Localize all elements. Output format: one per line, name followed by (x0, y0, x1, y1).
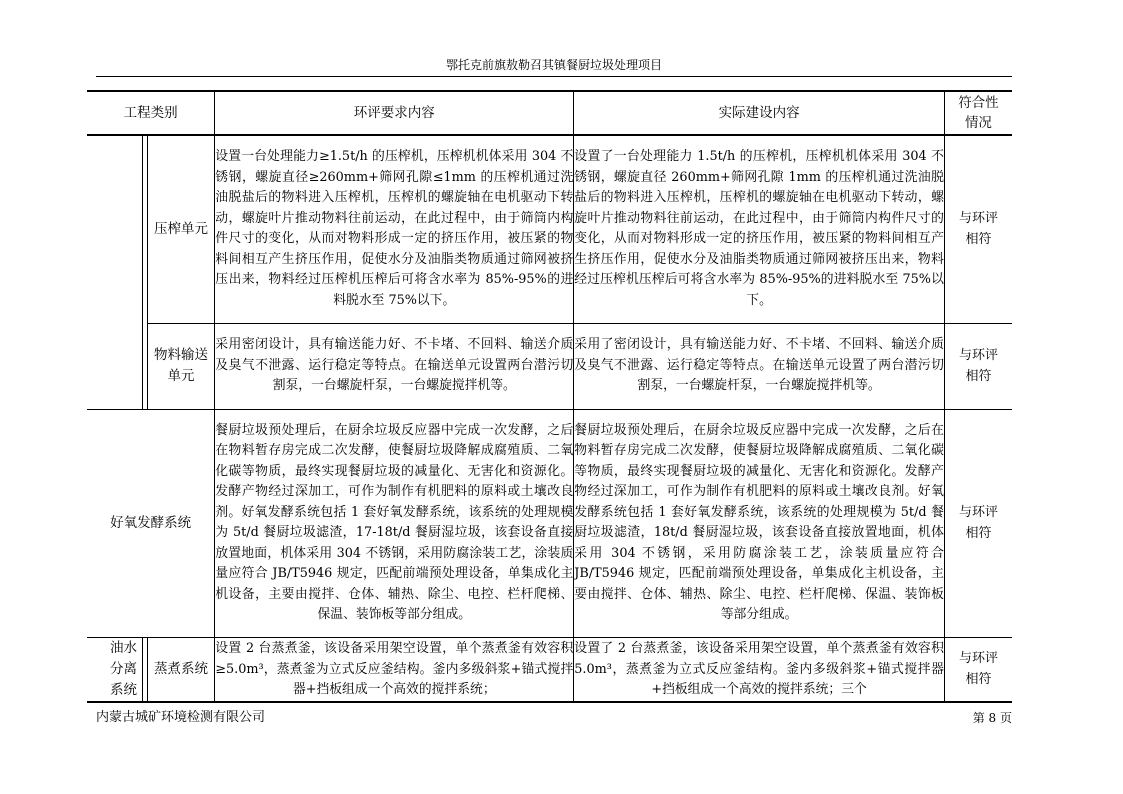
footer-page-number: 第 8 页 (972, 711, 1012, 725)
eia-requirement-cell: 设置一台处理能力≥1.5t/h 的压榨机，压榨机机体采用 304 不锈钢，螺旋直径≥260mm+筛网孔隙≤1mm 的压榨机通过洗油脱盐后的物料进入压榨机，压榨机的螺旋轴在电机驱动下转动，螺旋叶片推动物料往前运动，在此过程中，由于筛筒内构件尺寸的变化，从而对物料形成一定的挤压作用，被压紧的物料间相互产生挤压作用，促使水分及油脂类物质通过筛网被挤压出来，物料经过压榨机压榨后可将含水率为 85%-95%的进料脱水至 75%以下。 (215, 135, 574, 323)
compliance-cell (944, 637, 1012, 702)
row-label: 蒸煮系统 (147, 637, 215, 702)
compliance-line2: 相符 (965, 526, 992, 541)
compliance-line1: 与环评 (958, 505, 998, 520)
compliance-line1: 与环评 (958, 651, 998, 666)
col-header-compliance-line2: 情况 (964, 115, 992, 131)
actual-construction-cell: 采用了密闭设计，具有输送能力好、不卡堵、不回料、输送介质及臭气不泄露、运行稳定等特点。在输送单元设置了两台潜污切割泵，一台螺旋杆泵，一台螺旋搅拌机等。 (574, 323, 945, 409)
compliance-line2: 相符 (965, 232, 992, 248)
page-footer (96, 708, 1012, 728)
compliance-line2: 相符 (965, 369, 992, 384)
col-header-compliance-line1: 符合性 (958, 95, 999, 111)
row-label-line2: 单元 (167, 368, 195, 384)
col-header-actual-construction: 实际建设内容 (574, 91, 945, 135)
row-label (147, 323, 215, 409)
eia-requirement-text: 设置 2 台蒸煮釜，该设备采用架空设置，单个蒸煮釜有效容积≥5.0m³，蒸煮釜为立式反应釜结构。釜内多级斜浆+锚式搅拌器+挡板组成一个高效的搅拌系统； (215, 641, 574, 697)
col-header-compliance (944, 91, 1012, 135)
row-label: 压榨单元 (147, 135, 215, 323)
col-header-category: 工程类别 (87, 91, 215, 135)
actual-construction-cell: 设置了一台处理能力 1.5t/h 的压榨机，压榨机机体采用 304 不锈钢，螺旋直径 260mm+筛网孔隙 1mm 的压榨机通过洗油脱盐后的物料进入压榨机，压榨机的螺旋轴在电机驱动下转动，螺旋叶片推动物料往前运动，在此过程中，由于筛筒内构件尺寸的变化，从而对物料形成一定的挤压作用，被压紧的物料间相互产生挤压作用，促使水分及油脂类物质通过筛网被挤压出来，物料经过压榨机压榨后可将含水率为 85%-95%的进料脱水至 75%以下。 (574, 135, 945, 323)
table-header-row (87, 91, 1012, 135)
table-row (87, 637, 1012, 702)
group-label-line3: 系统 (109, 681, 137, 698)
compliance-line2: 相符 (965, 672, 992, 687)
compliance-cell (944, 135, 1012, 323)
group-label-line2: 分离 (109, 660, 137, 677)
eia-requirement-cell: 餐厨垃圾预处理后，在厨余垃圾反应器中完成一次发酵，之后在物料暂存房完成二次发酵，使餐厨垃圾降解成腐殖质、二氧化碳等物质，最终实现餐厨垃圾的减量化、无害化和资源化。发酵产物经过深加工，可作为制作有机肥料的原料或土壤改良剂。好氧发酵系统包括 1 套好氧发酵系统，该系统的处理规模为 5t/d 餐厨垃圾滤渣，17-18t/d 餐厨湿垃圾，该套设备直接放置地面，机体采用 304 不锈钢，采用防腐涂装工艺，涂装质量应符合 JB/T5946 规定，匹配前端预处理设备，单集成化主机设备，主要由搅拌、仓体、辅热、除尘、电控、栏杆爬梯、保温、装饰板等部分组成。 (215, 409, 574, 637)
group-label-line1: 油水 (109, 639, 137, 656)
row-label: 好氧发酵系统 (87, 409, 215, 637)
footer-company: 内蒙古城矿环境检测有限公司 (96, 710, 266, 725)
actual-construction-text: 设置了 2 台蒸煮釜，该设备采用架空设置，单个蒸煮釜有效容积 5.0m³，蒸煮釜为立式反应釜结构。釜内多级斜浆+锚式搅拌器+挡板组成一个高效的搅拌系统；三个 (574, 641, 944, 697)
header-divider (96, 76, 1012, 77)
compliance-table (87, 90, 1012, 703)
actual-construction-cell (574, 637, 945, 702)
compliance-cell (944, 323, 1012, 409)
table-row (87, 409, 1012, 637)
eia-requirement-cell: 采用密闭设计，具有输送能力好、不卡堵、不回料、输送介质及臭气不泄露、运行稳定等特点。在输送单元设置两台潜污切割泵，一台螺旋杆泵，一台螺旋搅拌机等。 (215, 323, 574, 409)
compliance-line1: 与环评 (958, 348, 998, 363)
col-header-eia-requirement: 环评要求内容 (215, 91, 574, 135)
table-row (87, 135, 1012, 323)
actual-construction-cell: 餐厨垃圾预处理后，在厨余垃圾反应器中完成一次发酵，之后在物料暂存房完成二次发酵，使餐厨垃圾降解成腐殖质、二氧化碳等物质，最终实现餐厨垃圾的减量化、无害化和资源化。发酵产物经过深加工，可作为制作有机肥料的原料或土壤改良剂。好氧发酵系统包括 1 套好氧发酵系统，该系统的处理规模为 5t/d 餐厨垃圾滤渣，18t/d 餐厨湿垃圾，该套设备直接放置地面，机体采用 304 不锈钢，采用防腐涂装工艺，涂装质量应符合 JB/T5946 规定，匹配前端预处理设备，单集成化主机设备，主要由搅拌、仓体、辅热、除尘、电控、栏杆爬梯、保温、装饰板等部分组成。 (574, 409, 945, 637)
compliance-line1: 与环评 (958, 211, 998, 227)
eia-requirement-cell (215, 637, 574, 702)
table-row (87, 323, 1012, 409)
group-cell-blank (87, 135, 143, 409)
row-label-line1: 物料输送 (153, 347, 208, 363)
compliance-cell (944, 409, 1012, 637)
page-header: 鄂托克前旗敖勒召其镇餐厨垃圾处理项目 (445, 58, 662, 72)
